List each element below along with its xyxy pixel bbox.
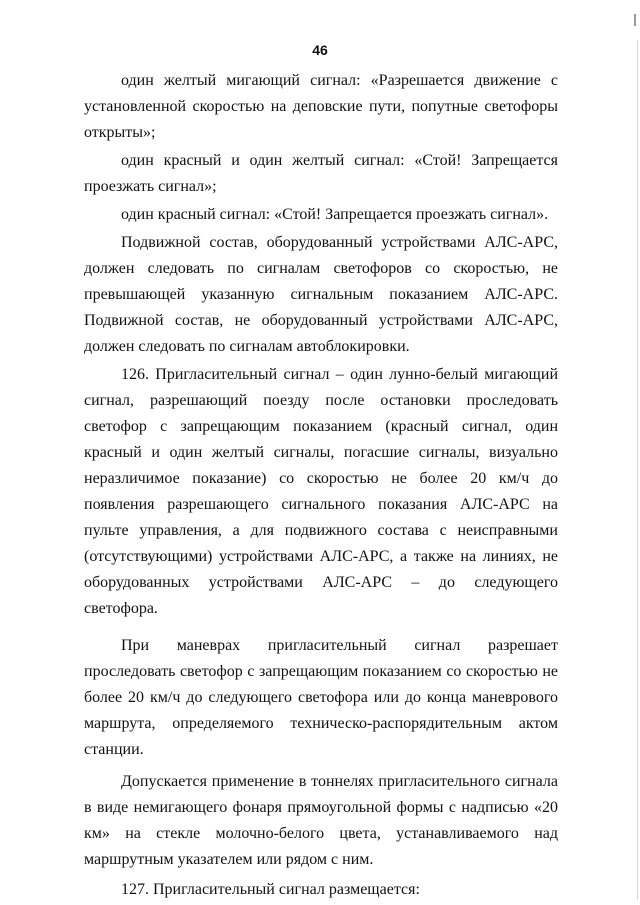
page-number: 46	[312, 42, 328, 58]
paragraph-rolling-stock: Подвижной состав, оборудованный устройствами АЛС-АРС, должен следовать по сигналам светофоров со скоростью, не превышающей указанную сигнальным показанием АЛС-АРС. Подвижной состав, не оборудованный устройствами АЛС-АРС, должен следовать по сигналам автоблокировки.	[84, 234, 558, 355]
paragraph-127: 127. Пригласительный сигнал размещается:	[121, 881, 420, 898]
paragraph-tunnel-signal: Допускается применение в тоннелях пригласительного сигнала в виде немигающего фонаря прямоугольной формы с надписью «20 км» на стекле молочно-белого цвета, устанавливаемого над маршрутным указателем или рядом с ним.	[84, 773, 558, 868]
document-body	[84, 68, 558, 903]
scan-mark	[634, 14, 636, 26]
paragraph-red-yellow-signal: один красный и один желтый сигнал: «Стой! Запрещается проезжать сигнал»;	[84, 152, 558, 195]
paragraph-126: 126. Пригласительный сигнал – один лунно-белый мигающий сигнал, разрешающий поезду после остановки проследовать светофор с запрещающим показанием (красный сигнал, один красный и один желтый сигналы, погасшие сигналы, визуально неразличимое показание) со скоростью не более 20 км/ч до появления разрешающего сигнального показания АЛС-АРС на пульте управления, а для подвижного состава с неисправными (отсутствующими) устройствами АЛС-АРС, а также на линиях, не оборудованных устройствами АЛС-АРС – до следующего светофора.	[84, 366, 558, 617]
scan-edge-line	[637, 40, 638, 900]
paragraph-shunting: При маневрах пригласительный сигнал разрешает проследовать светофор с запрещающим показанием со скоростью не более 20 км/ч до следующего светофора или до конца маневрового маршрута, определяемого техническо-распорядительным актом станции.	[84, 637, 558, 758]
paragraph-yellow-flashing-signal: один желтый мигающий сигнал: «Разрешается движение с установленной скоростью на деповские пути, попутные светофоры открыты»;	[84, 72, 558, 141]
paragraph-red-signal: один красный сигнал: «Стой! Запрещается проезжать сигнал».	[121, 206, 549, 223]
